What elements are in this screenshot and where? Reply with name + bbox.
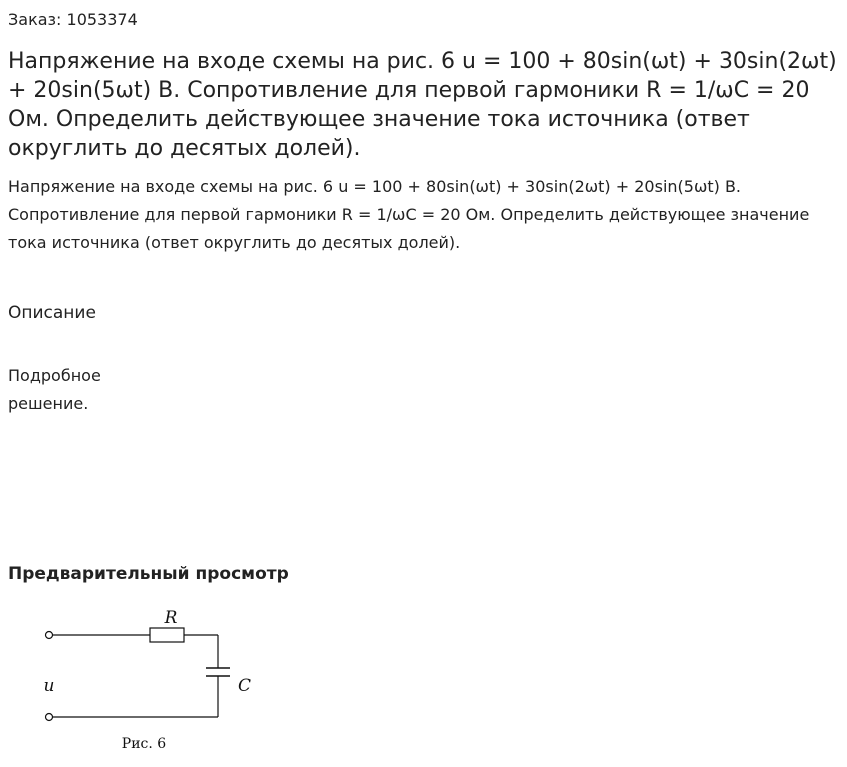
bottom-terminal [46,714,53,721]
description-text: Подробное решение. [8,366,101,413]
resistor-symbol [150,628,184,642]
task-description: Напряжение на входе схемы на рис. 6 u = 100 + 80sin(ωt) + 30sin(2ωt) + 20sin(5ωt) В. Сопротивление для первой гармоники R = 1/ωC = 20 Ом. Определить действующее значение тока источника (ответ округлить до десятых долей). [8,177,810,252]
circuit-diagram [30,600,270,760]
figure-caption: Рис. 6 [121,736,167,752]
preview-heading: Предварительный просмотр [8,564,289,584]
order-number: Заказ: 1053374 [8,10,138,29]
description-heading: Описание [8,303,96,323]
capacitor-label: C [238,676,252,696]
resistor-label: R [164,608,178,628]
task-title: Напряжение на входе схемы на рис. 6 u = 100 + 80sin(ωt) + 30sin(2ωt) + 20sin(5ωt) В. Сопротивление для первой гармоники R = 1/ωC = 20 Ом. Определить действующее значение тока источника (ответ округлить до десятых долей). [8,49,837,161]
top-terminal [46,632,53,639]
voltage-label: u [43,676,55,696]
circuit-figure [30,600,270,760]
